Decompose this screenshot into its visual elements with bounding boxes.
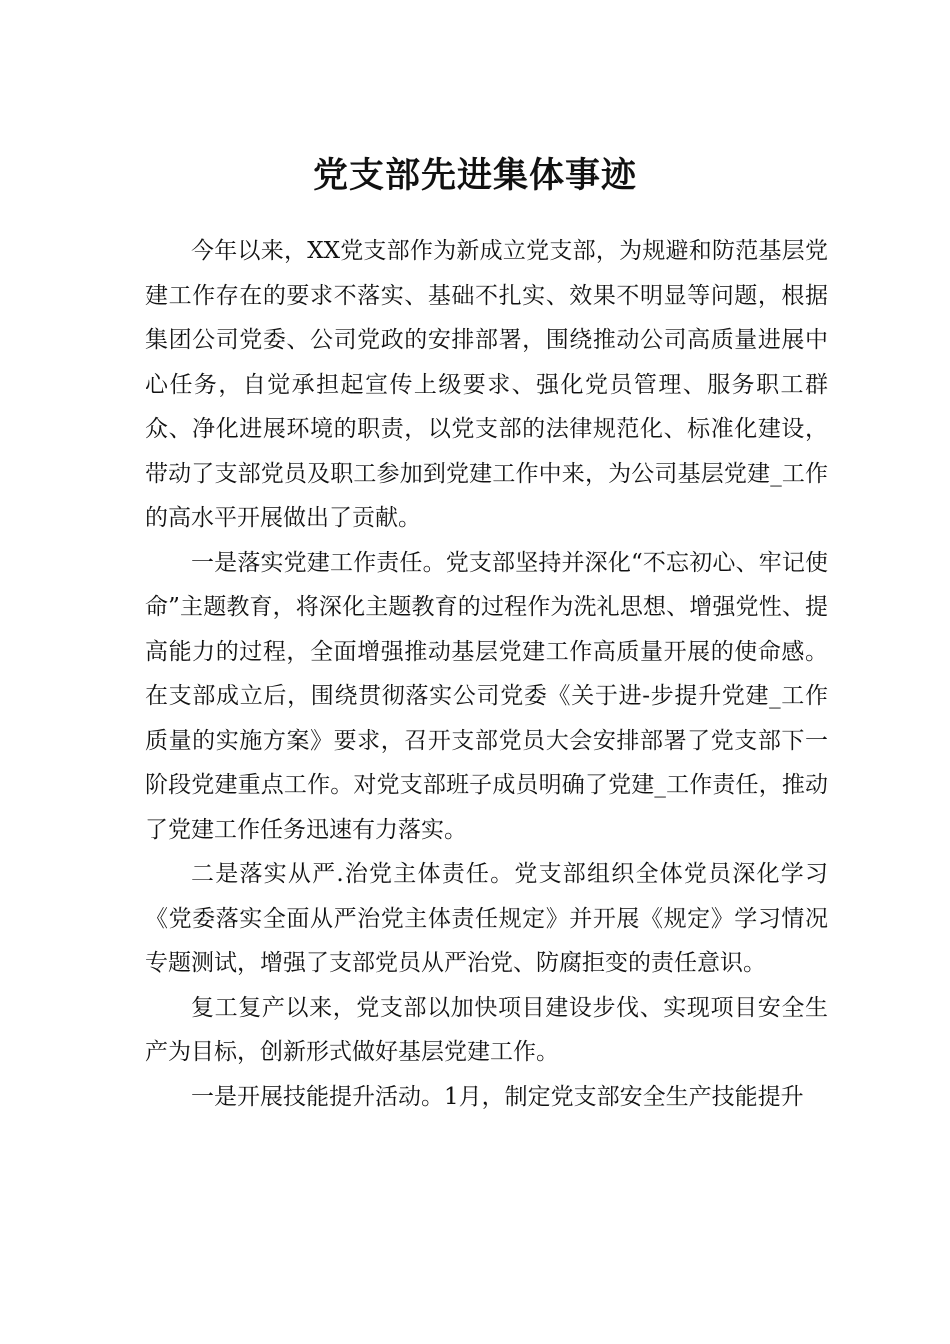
paragraph-intro: 今年以来，XX党支部作为新成立党支部，为规避和防范基层党建工作存在的要求不落实、基础不扎实、效果不明显等问题，根据集团公司党委、公司党政的安排部署，围绕推动公司高质量进展中心任务，自觉承担起宣传上级要求、强化党员管理、服务职工群众、净化进展环境的职责，以党支部的法律规范化、标准化建设，带动了支部党员及职工参加到党建工作中来，为公司基层党建_工作的高水平开展做出了贡献。	[145, 238, 828, 531]
paragraph-party-responsibility: 一是落实党建工作责任。党支部坚持并深化“不忘初心、牢记使命”主题教育，将深化主题教育的过程作为洗礼思想、增强党性、提高能力的过程，全面增强推动基层党建工作高质量开展的使命感。在支部成立后，围绕贯彻落实公司党委《关于进-步提升党建_工作质量的实施方案》要求，召开支部党员大会安排部署了党支部下一阶段党建重点工作。对党支部班子成员明确了党建_工作责任，推动了党建工作任务迅速有力落实。	[145, 549, 828, 843]
paragraph-resumption: 复工复产以来，党支部以加快项目建设步伐、实现项目安全生产为目标，创新形式做好基层党建工作。	[145, 994, 828, 1065]
paragraph-skills-activity: 一是开展技能提升活动。1月，制定党支部安全生产技能提升	[191, 1083, 804, 1110]
paragraph-strict-governance: 二是落实从严.治党主体责任。党支部组织全体党员深化学习《党委落实全面从严治党主体责任规定》并开展《规定》学习情况专题测试，增强了支部党员从严治党、防腐拒变的责任意识。	[145, 861, 828, 976]
document-body	[145, 229, 828, 1119]
document-title: 党支部先进集体事迹	[312, 156, 637, 197]
